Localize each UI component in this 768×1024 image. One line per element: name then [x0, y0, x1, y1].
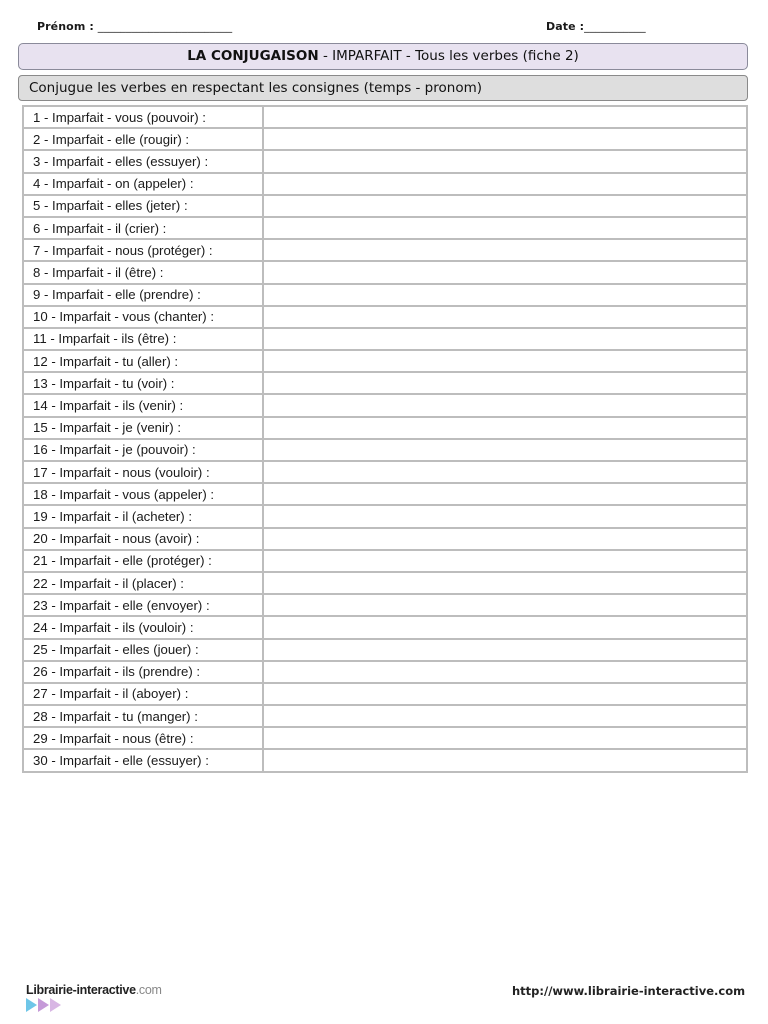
arrow-icon	[26, 998, 37, 1012]
exercise-row	[23, 394, 747, 416]
exercise-prompt: 27 - Imparfait - il (aboyer) :	[23, 683, 263, 705]
worksheet-title	[18, 43, 748, 70]
exercise-prompt: 24 - Imparfait - ils (vouloir) :	[23, 616, 263, 638]
exercise-row	[23, 150, 747, 172]
exercise-row	[23, 372, 747, 394]
exercise-row	[23, 528, 747, 550]
exercise-prompt: 10 - Imparfait - vous (chanter) :	[23, 306, 263, 328]
exercise-answer-cell[interactable]	[263, 106, 747, 128]
exercise-prompt: 18 - Imparfait - vous (appeler) :	[23, 483, 263, 505]
exercise-prompt: 22 - Imparfait - il (placer) :	[23, 572, 263, 594]
exercise-answer-cell[interactable]	[263, 173, 747, 195]
exercise-row	[23, 550, 747, 572]
exercise-prompt: 28 - Imparfait - tu (manger) :	[23, 705, 263, 727]
exercise-answer-cell[interactable]	[263, 150, 747, 172]
exercise-answer-cell[interactable]	[263, 394, 747, 416]
exercise-answer-cell[interactable]	[263, 727, 747, 749]
exercise-answer-cell[interactable]	[263, 616, 747, 638]
exercise-answer-cell[interactable]	[263, 661, 747, 683]
prenom-field	[37, 20, 232, 33]
exercise-prompt: 1 - Imparfait - vous (pouvoir) :	[23, 106, 263, 128]
exercise-row	[23, 328, 747, 350]
exercise-row	[23, 217, 747, 239]
exercise-prompt: 16 - Imparfait - je (pouvoir) :	[23, 439, 263, 461]
exercise-answer-cell[interactable]	[263, 439, 747, 461]
exercise-answer-cell[interactable]	[263, 417, 747, 439]
arrow-icon	[50, 998, 61, 1012]
exercise-prompt: 29 - Imparfait - nous (être) :	[23, 727, 263, 749]
exercise-prompt: 17 - Imparfait - nous (vouloir) :	[23, 461, 263, 483]
exercise-answer-cell[interactable]	[263, 128, 747, 150]
exercise-row	[23, 683, 747, 705]
exercise-row	[23, 173, 747, 195]
exercise-answer-cell[interactable]	[263, 372, 747, 394]
exercise-prompt: 8 - Imparfait - il (être) :	[23, 261, 263, 283]
logo-suffix: .com	[135, 983, 162, 997]
exercise-prompt: 12 - Imparfait - tu (aller) :	[23, 350, 263, 372]
exercise-row	[23, 705, 747, 727]
arrow-icon	[38, 998, 49, 1012]
exercise-answer-cell[interactable]	[263, 528, 747, 550]
exercise-answer-cell[interactable]	[263, 639, 747, 661]
exercise-answer-cell[interactable]	[263, 683, 747, 705]
exercise-prompt: 4 - Imparfait - on (appeler) :	[23, 173, 263, 195]
exercise-answer-cell[interactable]	[263, 195, 747, 217]
date-blank: ___________	[584, 20, 646, 33]
footer-url-link[interactable]: http://www.librairie-interactive.com	[512, 984, 746, 998]
exercise-answer-cell[interactable]	[263, 261, 747, 283]
exercise-prompt: 14 - Imparfait - ils (venir) :	[23, 394, 263, 416]
exercise-row	[23, 239, 747, 261]
exercise-answer-cell[interactable]	[263, 572, 747, 594]
exercise-prompt: 25 - Imparfait - elles (jouer) :	[23, 639, 263, 661]
exercise-prompt: 15 - Imparfait - je (venir) :	[23, 417, 263, 439]
exercise-prompt: 11 - Imparfait - ils (être) :	[23, 328, 263, 350]
prenom-blank: ________________________	[97, 20, 233, 33]
exercise-row	[23, 439, 747, 461]
exercise-prompt: 19 - Imparfait - il (acheter) :	[23, 505, 263, 527]
exercise-row	[23, 106, 747, 128]
exercise-prompt: 21 - Imparfait - elle (protéger) :	[23, 550, 263, 572]
exercise-answer-cell[interactable]	[263, 306, 747, 328]
exercise-answer-cell[interactable]	[263, 594, 747, 616]
exercise-prompt: 20 - Imparfait - nous (avoir) :	[23, 528, 263, 550]
exercise-row	[23, 195, 747, 217]
exercise-row	[23, 261, 747, 283]
exercise-row	[23, 749, 747, 771]
logo-name: Librairie-interactive	[26, 983, 136, 997]
exercise-row	[23, 461, 747, 483]
exercise-row	[23, 483, 747, 505]
exercise-prompt: 7 - Imparfait - nous (protéger) :	[23, 239, 263, 261]
exercise-row	[23, 128, 747, 150]
exercise-prompt: 13 - Imparfait - tu (voir) :	[23, 372, 263, 394]
instruction-banner: Conjugue les verbes en respectant les consignes (temps - pronom)	[18, 75, 748, 101]
exercise-row	[23, 306, 747, 328]
prenom-label: Prénom :	[37, 20, 94, 33]
exercise-answer-cell[interactable]	[263, 239, 747, 261]
exercise-prompt: 3 - Imparfait - elles (essuyer) :	[23, 150, 263, 172]
exercise-answer-cell[interactable]	[263, 505, 747, 527]
exercise-answer-cell[interactable]	[263, 483, 747, 505]
exercise-row	[23, 417, 747, 439]
exercise-prompt: 30 - Imparfait - elle (essuyer) :	[23, 749, 263, 771]
exercise-row	[23, 284, 747, 306]
logo-text	[26, 983, 162, 997]
exercise-answer-cell[interactable]	[263, 461, 747, 483]
exercise-row	[23, 350, 747, 372]
exercise-prompt: 2 - Imparfait - elle (rougir) :	[23, 128, 263, 150]
exercise-answer-cell[interactable]	[263, 550, 747, 572]
exercise-answer-cell[interactable]	[263, 284, 747, 306]
exercise-prompt: 26 - Imparfait - ils (prendre) :	[23, 661, 263, 683]
exercise-row	[23, 594, 747, 616]
librairie-logo	[26, 983, 162, 1015]
exercise-answer-cell[interactable]	[263, 350, 747, 372]
exercise-row	[23, 661, 747, 683]
title-subtitle: - IMPARFAIT - Tous les verbes (fiche 2)	[318, 48, 579, 64]
exercise-answer-cell[interactable]	[263, 705, 747, 727]
exercise-answer-cell[interactable]	[263, 217, 747, 239]
exercise-table	[22, 105, 748, 773]
date-field	[546, 20, 646, 33]
exercise-row	[23, 639, 747, 661]
exercise-table-body	[23, 106, 747, 772]
logo-arrows-icon	[26, 998, 162, 1012]
title-main: LA CONJUGAISON	[187, 48, 319, 64]
date-label: Date :	[546, 20, 585, 33]
exercise-prompt: 5 - Imparfait - elles (jeter) :	[23, 195, 263, 217]
exercise-prompt: 9 - Imparfait - elle (prendre) :	[23, 284, 263, 306]
exercise-row	[23, 505, 747, 527]
exercise-answer-cell[interactable]	[263, 749, 747, 771]
exercise-row	[23, 616, 747, 638]
exercise-answer-cell[interactable]	[263, 328, 747, 350]
exercise-prompt: 23 - Imparfait - elle (envoyer) :	[23, 594, 263, 616]
exercise-prompt: 6 - Imparfait - il (crier) :	[23, 217, 263, 239]
exercise-row	[23, 727, 747, 749]
exercise-row	[23, 572, 747, 594]
